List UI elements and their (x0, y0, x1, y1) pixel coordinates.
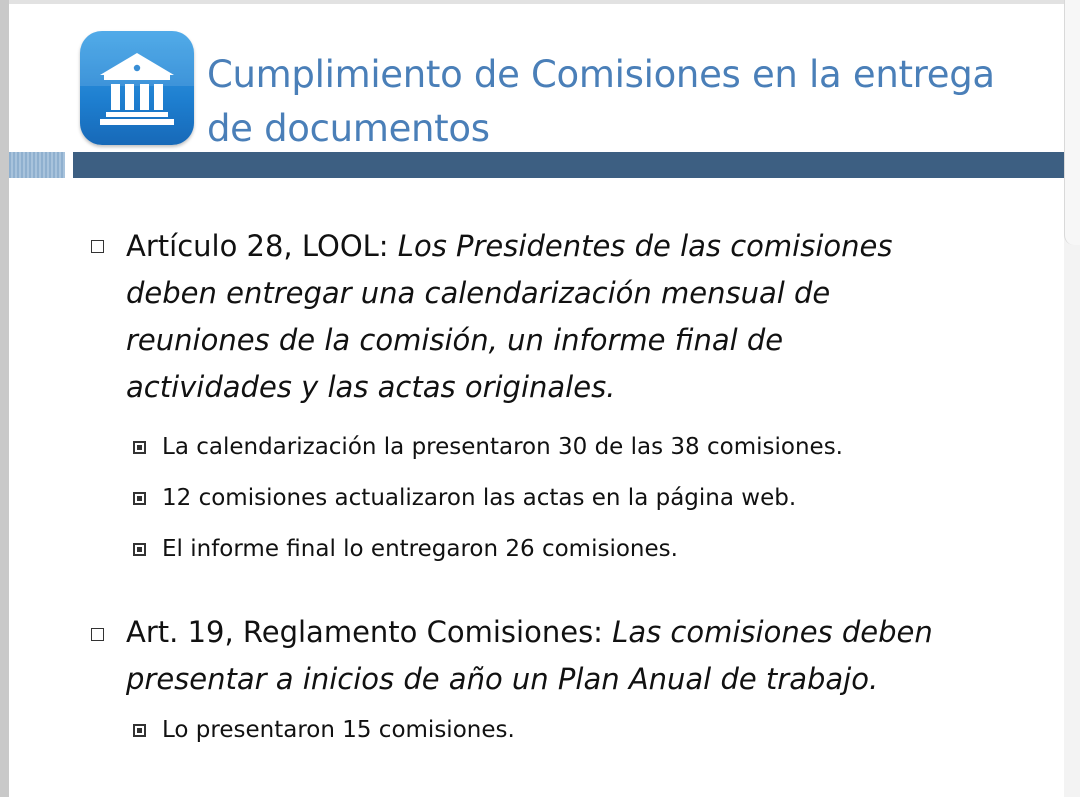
item-2-bullet-icon (91, 628, 104, 641)
item-2-italic-line-1: Las comisiones deben (612, 615, 933, 649)
subitem-1-1-bullet-icon (133, 441, 146, 454)
subitem-1-2-bullet-icon (133, 492, 146, 505)
item-1-italic-line-3: reuniones de la comisión, un informe final de (126, 323, 784, 357)
viewer-left-edge (0, 0, 9, 797)
bank-building-icon (80, 31, 194, 145)
slide (9, 4, 1064, 797)
subitem-1-1: La calendarización la presentaron 30 de las 38 comisiones. (162, 434, 843, 460)
subitem-1-2: 12 comisiones actualizaron las actas en la página web. (162, 485, 797, 511)
item-1-italic-line-2: deben entregar una calendarización mensual de (126, 276, 831, 310)
subitem-1-3: El informe final lo entregaron 26 comisiones. (162, 536, 678, 562)
header-bar-main (73, 152, 1064, 178)
item-1-italic-line-4: actividades y las actas originales. (126, 370, 616, 404)
item-2-lead: Art. 19, Reglamento Comisiones: (126, 615, 603, 649)
item-2-italic-line-2: presentar a inicios de año un Plan Anual de trabajo. (126, 662, 879, 696)
viewer-scroll-edge[interactable] (1064, 0, 1080, 245)
subitem-2-1-bullet-icon (133, 724, 146, 737)
item-1-bullet-icon (91, 240, 104, 253)
slide-title-line-1: Cumplimiento de Comisiones en la entrega (207, 53, 995, 96)
header-bar (9, 152, 1064, 178)
slide-title (207, 48, 1047, 156)
item-1-italic-line-1: Los Presidentes de las comisiones (397, 229, 893, 263)
item-1-lead: Artículo 28, LOOL: (126, 229, 389, 263)
item-1-text (126, 223, 1026, 411)
subitem-1-3-bullet-icon (133, 543, 146, 556)
slide-title-line-2: de documentos (207, 107, 490, 150)
item-2-text (126, 609, 1026, 703)
header-bar-accent (9, 152, 65, 178)
subitem-2-1: Lo presentaron 15 comisiones. (162, 717, 515, 743)
